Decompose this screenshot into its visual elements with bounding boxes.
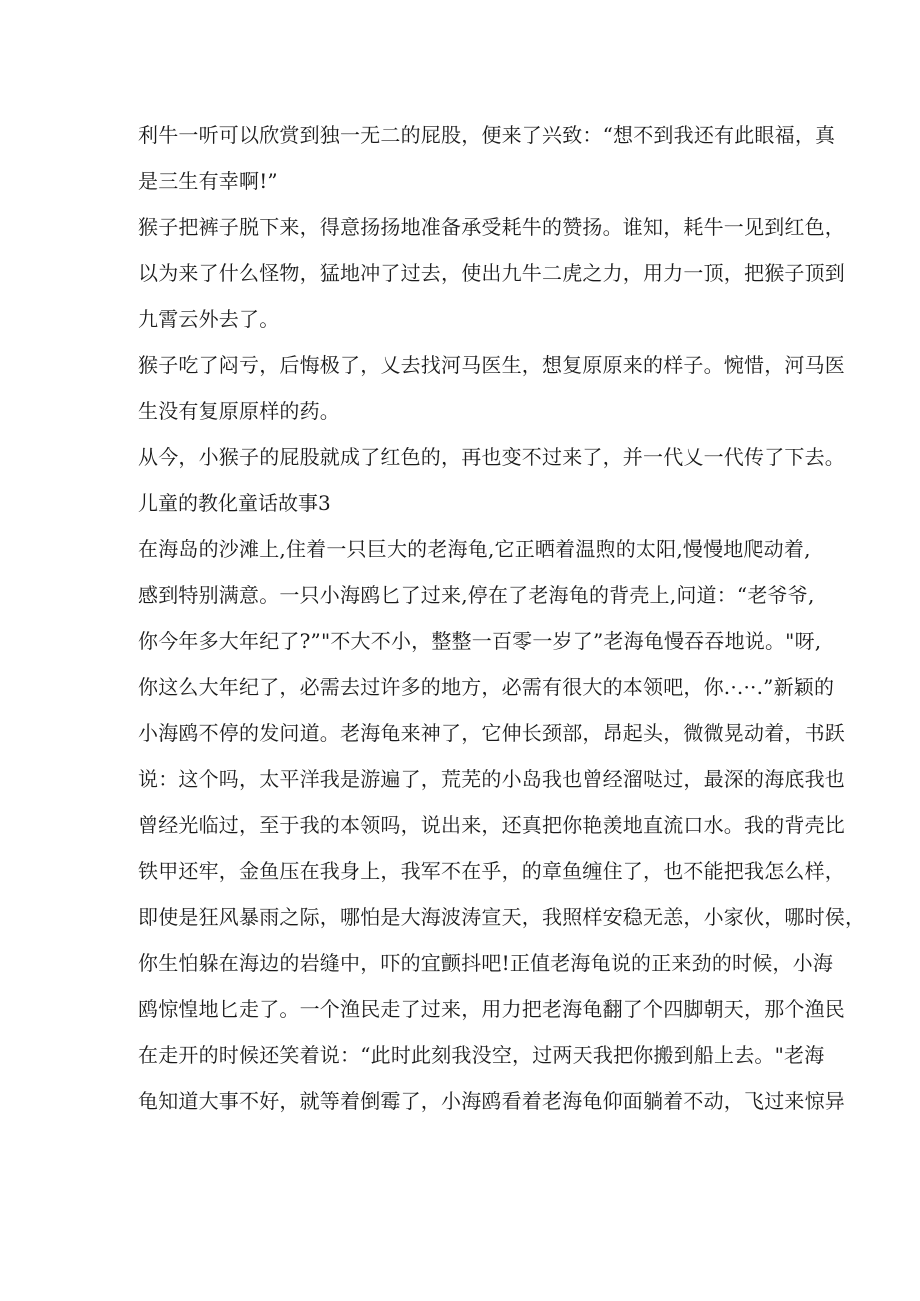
document-body [138,112,866,1124]
text-line: 在走开的时候还笑着说：“此时此刻我没空，过两天我把你搬到船上去。"老海 [138,1043,825,1067]
text-line: 你这么大年纪了，必需去过许多的地方，必需有很大的本领吧，你.·.··.”新颖的 [138,675,835,699]
text-line: 是三生有幸啊!” [138,169,278,193]
text-line: 铁甲还牢，金鱼压在我身上，我军不在乎，的章鱼缠住了，也不能把我怎么样， [138,859,845,883]
text-line: 利牛一听可以欣赏到独一无二的屁股，便来了兴致：“想不到我还有此眼福，真 [138,123,836,147]
text-line: 你今年多大年纪了?”"不大不小，整整一百零一岁了”老海龟慢吞吞地说。"呀, [138,629,822,653]
text-line: 龟知道大事不好，就等着倒霉了，小海鸥看着老海龟仰面躺着不动，飞过来惊异 [138,1089,845,1113]
text-line: 即使是狂风暴雨之际，哪怕是大海波涛宣天，我照样安稳无恙，小家伙，哪时侯， [138,905,866,929]
text-line: 以为来了什么怪物，猛地冲了过去，使出九牛二虎之力，用力一顶，把猴子顶到 [138,261,845,285]
story-3-paragraph [138,526,866,1124]
text-line: 从今，小猴子的屁股就成了红色的，再也变不过来了，并一代乂一代传了下去。 [138,445,845,469]
text-line: 小海鸥不停的发问道。老海龟来神了，它伸长颈部，昂起头，微微晃动着，书跃 [138,721,845,745]
text-line: 曾经光临过，至于我的本领吗，说出来，还真把你艳羡地直流口水。我的背壳比 [138,813,845,837]
text-line: 感到特别满意。一只小海鸥匕了过来,停在了老海龟的背壳上,问道：“老爷爷, [138,583,815,607]
text-line: 在海岛的沙滩上,住着一只巨大的老海龟,它正晒着温煦的太阳,慢慢地爬动着, [138,537,811,561]
paragraph-4 [138,434,845,480]
text-line: 猴子吃了闷亏，后悔极了，乂去找河马医生，想复原原来的样子。惋惜，河马医 [138,353,845,377]
text-line: 九霄云外去了。 [138,307,280,331]
paragraph-3 [138,342,845,434]
paragraph-1 [138,112,836,204]
text-line: 生没有复原原样的药。 [138,399,340,423]
section-heading: 儿童的教化童话故事3 [138,491,331,515]
text-line: 猴子把裤子脱下来，得意扬扬地准备承受耗牛的赞扬。谁知，耗牛一见到红色， [138,215,845,239]
text-line: 说：这个吗，太平洋我是游遍了，荒芜的小岛我也曾经溜哒过，最深的海底我也 [138,767,845,791]
text-line: 你生怕躲在海边的岩缝中，吓的宜颤抖吧!正值老海龟说的正来劲的时候，小海 [138,951,834,975]
text-line: 鸥惊惶地匕走了。一个渔民走了过来，用力把老海龟翻了个四脚朝天，那个渔民 [138,997,845,1021]
paragraph-2 [138,204,845,342]
